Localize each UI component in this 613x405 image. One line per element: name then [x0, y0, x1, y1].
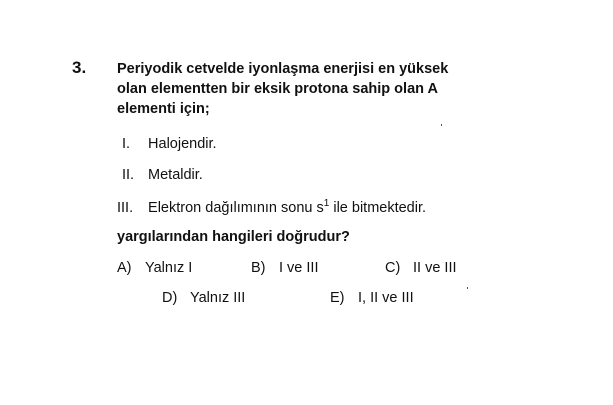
statement-1 [122, 136, 217, 152]
option-text: I ve III [279, 260, 319, 276]
option-a[interactable] [117, 260, 192, 276]
option-e[interactable] [330, 290, 414, 306]
option-letter: D) [162, 290, 178, 306]
statement-text: Metaldir. [148, 167, 203, 183]
scan-speck [441, 124, 442, 126]
option-text: I, II ve III [358, 290, 414, 306]
statement-numeral: III. [117, 200, 134, 216]
statement-3 [117, 198, 426, 216]
option-c[interactable] [385, 260, 457, 276]
stem-line-1: Periyodik cetvelde iyonlaşma enerjisi en yüksek [117, 61, 449, 77]
option-letter: C) [385, 260, 401, 276]
option-letter: A) [117, 260, 132, 276]
statement-numeral: II. [122, 167, 135, 183]
statement-text-after: ile bitmektedir. [329, 200, 427, 216]
statement-numeral: I. [122, 136, 131, 152]
option-text: Yalnız III [190, 290, 246, 306]
question-number: 3. [72, 58, 87, 77]
option-letter: B) [251, 260, 266, 276]
stem-line-3: elementi için; [117, 101, 210, 117]
statement-2 [122, 167, 203, 183]
option-d[interactable] [162, 290, 245, 306]
scan-speck [467, 287, 468, 289]
option-text: II ve III [413, 260, 457, 276]
option-b[interactable] [251, 260, 319, 276]
option-letter: E) [330, 290, 345, 306]
question-stem [117, 59, 547, 119]
superscript: 1 [323, 198, 330, 209]
option-text: Yalnız I [145, 260, 193, 276]
question-prompt: yargılarından hangileri doğrudur? [117, 229, 350, 245]
stem-line-2: olan elementten bir eksik protona sahip olan A [117, 81, 438, 97]
statement-text-before: Elektron dağılımının sonu s [148, 200, 324, 216]
statement-text: Halojendir. [148, 136, 217, 152]
